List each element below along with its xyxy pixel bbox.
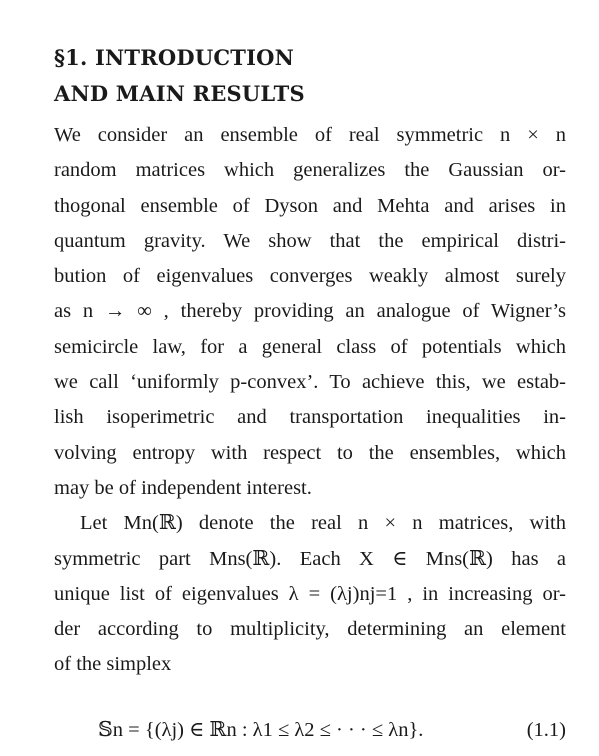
display-equation [54, 712, 566, 748]
equation-number: (1.1) [526, 719, 566, 741]
paragraph-line: as n → ∞ , thereby providing an analogue of Wigner’s [54, 300, 566, 323]
paragraph-line: symmetric part Mns(ℝ). Each X ∈ Mns(ℝ) has a [54, 547, 566, 570]
paragraph-line: unique list of eigenvalues λ = (λj)nj=1 , in increasing or- [54, 582, 566, 605]
paragraph-line: der according to multiplicity, determining an element [54, 618, 566, 641]
paragraph-line: volving entropy with respect to the ensembles, which [54, 441, 566, 464]
paragraph-line: bution of eigenvalues converges weakly almost surely [54, 265, 566, 288]
equation-body: 𝕊n = {(λj) ∈ ℝn : λ1 ≤ λ2 ≤ · · · ≤ λn}. [98, 719, 424, 741]
paragraph-line: we call ‘uniformly p-convex’. To achieve this, we estab- [54, 371, 566, 394]
paragraph-line: We consider an ensemble of real symmetric n × n [54, 124, 566, 146]
paragraph-line: random matrices which generalizes the Gaussian or- [54, 159, 566, 182]
page [54, 40, 566, 741]
paragraph-line: quantum gravity. We show that the empirical distri- [54, 229, 566, 252]
paragraph-line: lish isoperimetric and transportation inequalities in- [54, 406, 566, 429]
paragraph-1 [54, 118, 566, 506]
paragraph-2 [54, 506, 566, 682]
section-heading-line-1: §1. INTRODUCTION [54, 45, 294, 70]
paragraph-line: thogonal ensemble of Dyson and Mehta and arises in [54, 194, 566, 217]
paragraph-line: of the simplex [54, 653, 172, 676]
paragraph-line: Let Mn(ℝ) denote the real n × n matrices, with [80, 512, 566, 535]
section-heading-line-2: AND MAIN RESULTS [54, 81, 305, 106]
paragraph-line: may be of independent interest. [54, 476, 312, 499]
paragraph-line: semicircle law, for a general class of potentials which [54, 335, 566, 358]
